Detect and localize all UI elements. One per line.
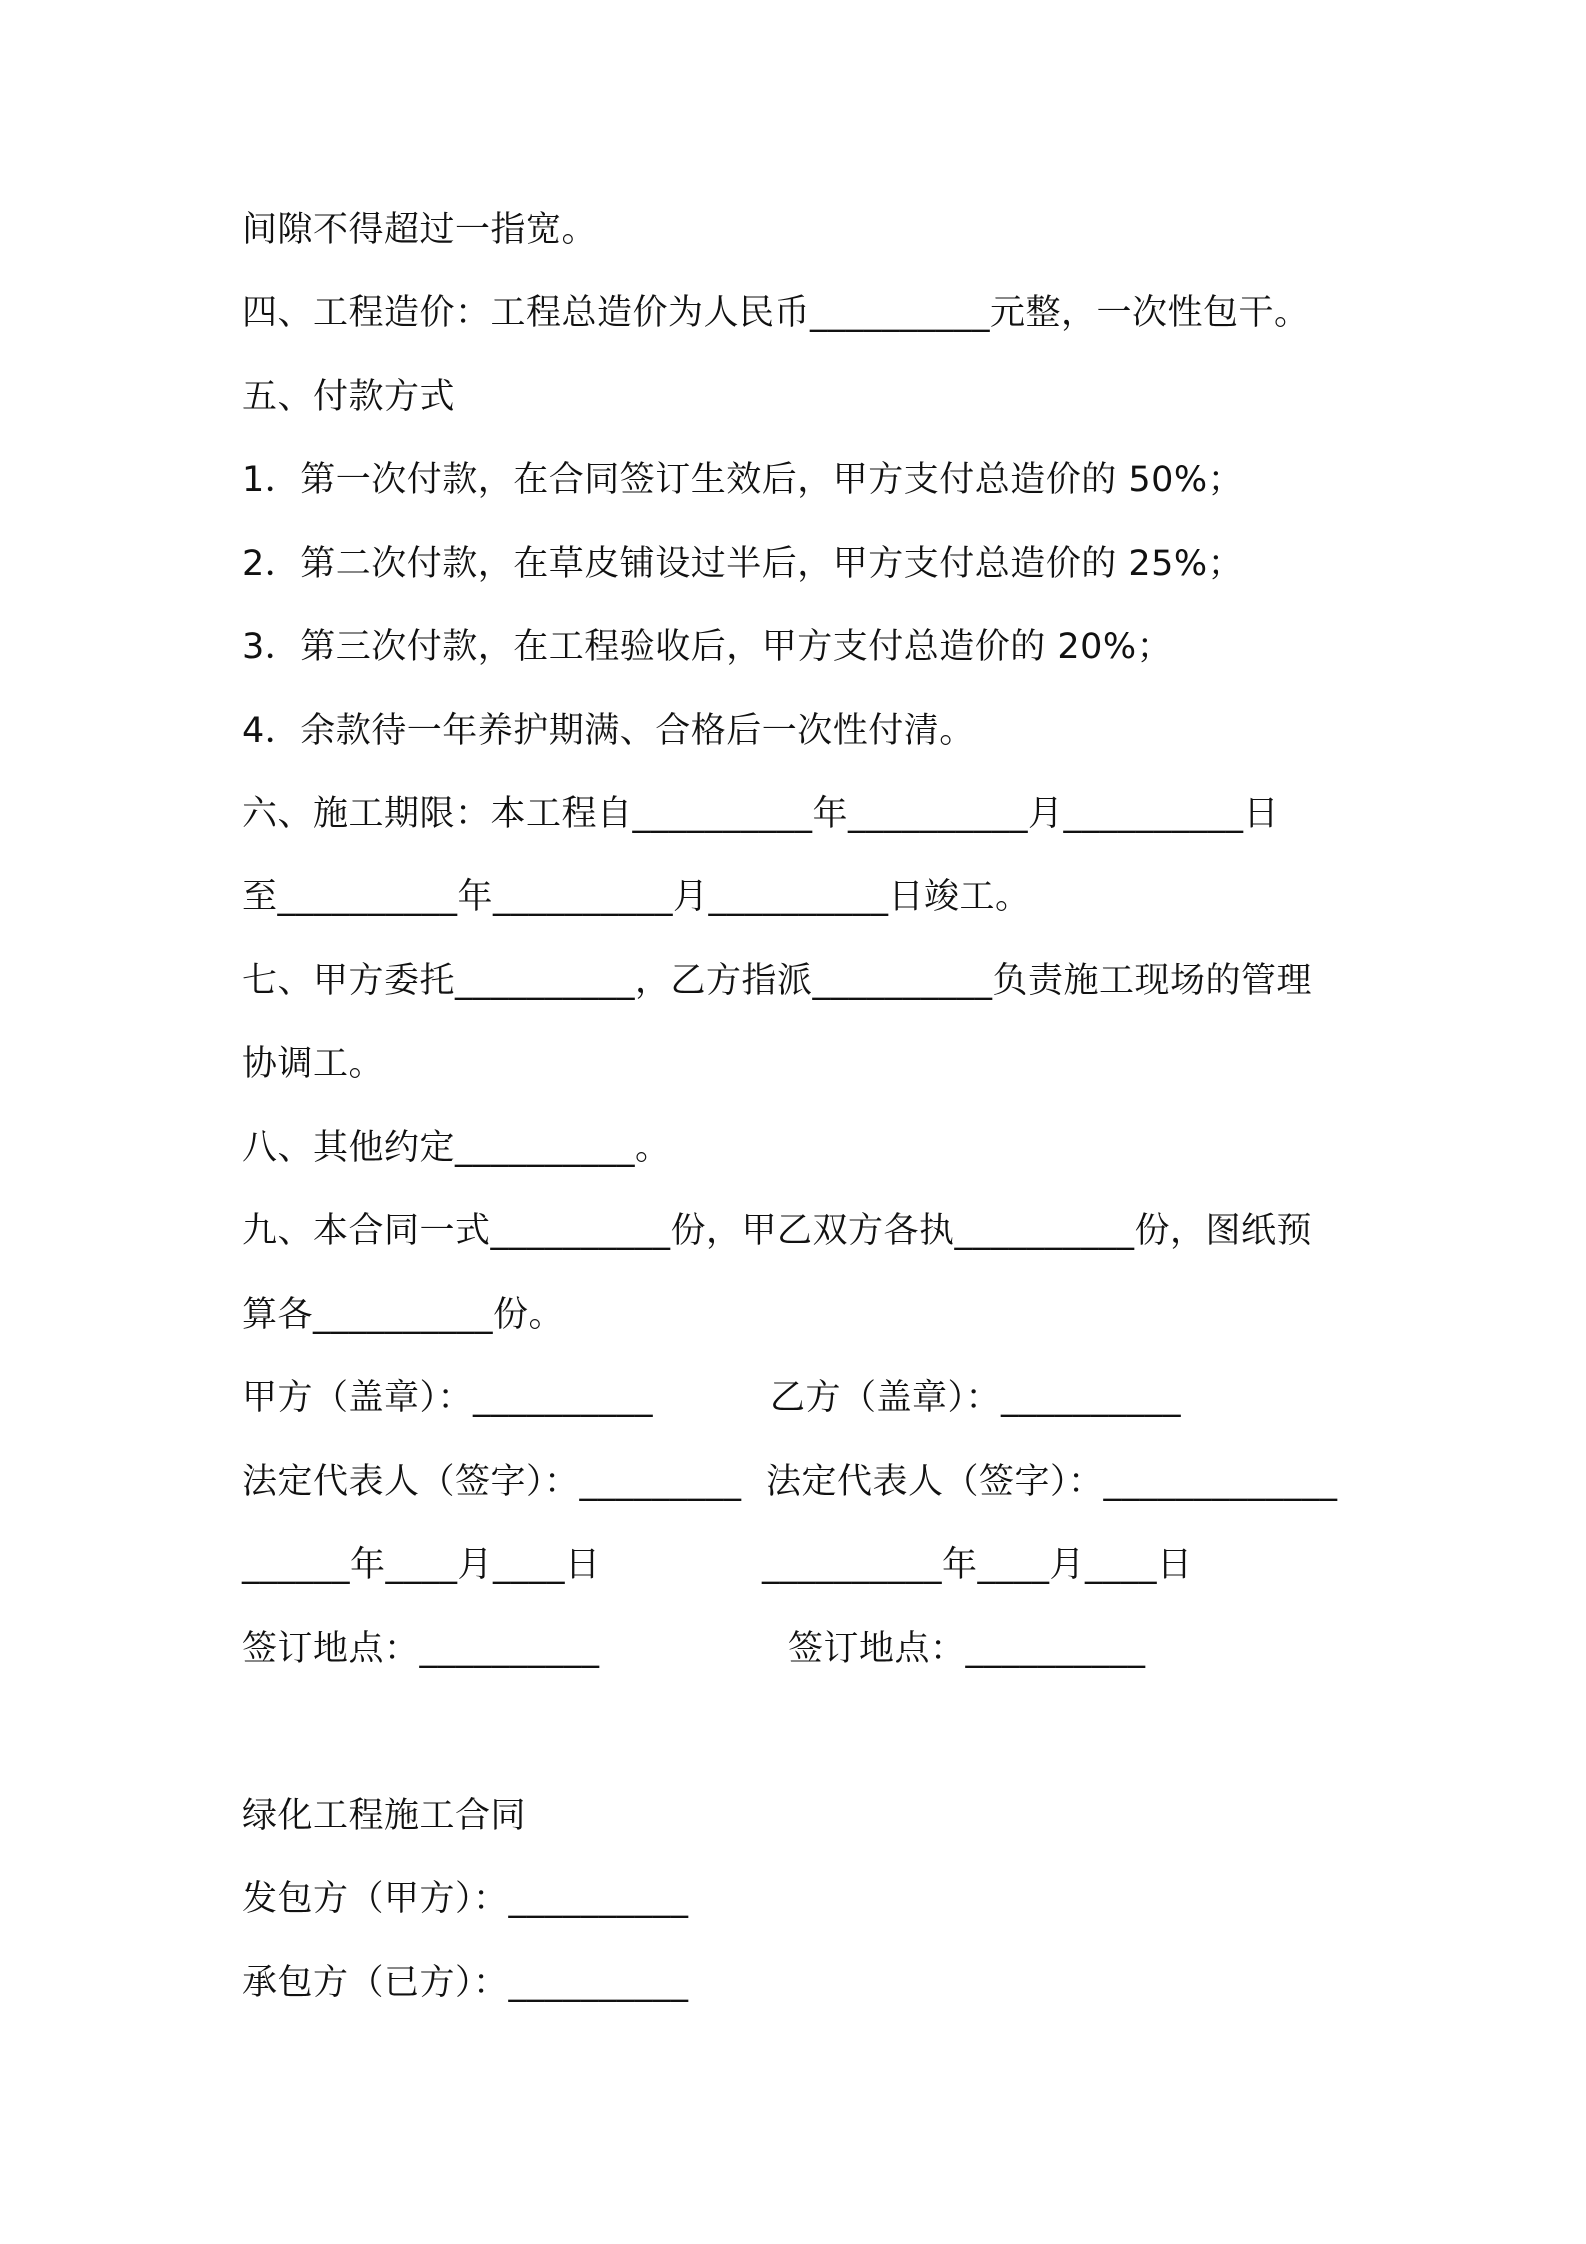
clause-9-copies-cont: 算各__________份。 [242,1295,565,1335]
party-a-representative: 法定代表人（签字）：_________ [242,1462,742,1502]
next-contract-title: 绿化工程施工合同 [242,1796,527,1836]
contractor-party-b: 承包方（已方）：__________ [242,1963,689,2003]
payment-item-2: 2．第二次付款，在草皮铺设过半后，甲方支付总造价的 25%； [242,544,1244,584]
clause-4-project-cost: 四、工程造价：工程总造价为人民币__________元整，一次性包干。 [242,293,1310,333]
issuer-party-a: 发包方（甲方）：__________ [242,1879,689,1919]
party-b-seal: 乙方（盖章）：__________ [770,1378,1182,1418]
clause-6-schedule-cont: 至__________年__________月__________日竣工。 [242,877,1031,917]
payment-item-1: 1．第一次付款，在合同签订生效后，甲方支付总造价的 50%； [242,460,1244,500]
clause-9-copies: 九、本合同一式__________份，甲乙双方各执__________份，图纸预 [242,1211,1313,1251]
party-a-seal: 甲方（盖章）：__________ [242,1378,654,1418]
party-a-date: ______年____月____日 [242,1545,601,1585]
clause-6-schedule: 六、施工期限：本工程自__________年__________月__________日 [242,794,1280,834]
party-b-signing-place: 签订地点：__________ [788,1629,1146,1669]
party-a-signing-place: 签订地点：__________ [242,1629,600,1669]
clause-5-heading: 五、付款方式 [242,377,456,417]
payment-item-3: 3．第三次付款，在工程验收后，甲方支付总造价的 20%； [242,627,1173,667]
clause-7-management: 七、甲方委托__________，乙方指派__________负责施工现场的管理 [242,961,1313,1001]
clause-7-management-cont: 协调工。 [242,1044,385,1084]
party-b-date: __________年____月____日 [762,1545,1193,1585]
party-b-representative: 法定代表人（签字）：_____________ [766,1462,1338,1502]
clause-text-continuation: 间隙不得超过一指宽。 [242,210,598,250]
payment-item-4: 4．余款待一年养护期满、合格后一次性付清。 [242,711,975,751]
clause-8-other: 八、其他约定__________。 [242,1128,671,1168]
